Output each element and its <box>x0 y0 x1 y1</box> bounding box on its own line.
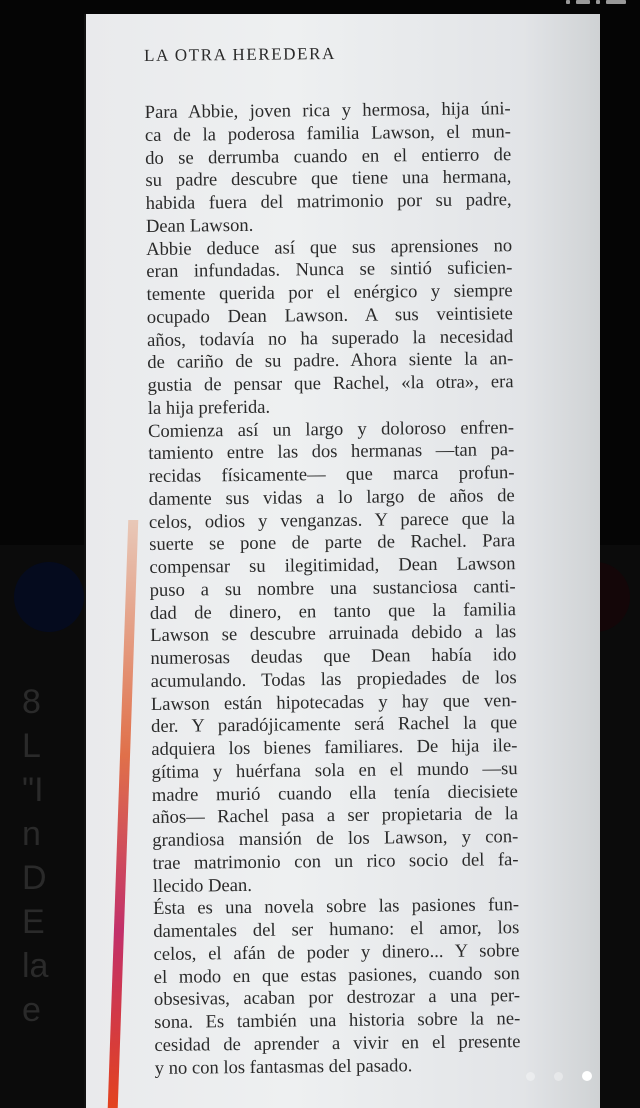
signal-icon <box>566 0 570 4</box>
text-line: Abbie deduce así que sus aprensiones no <box>146 234 513 260</box>
text-line: ocupado Dean Lawson. A sus veintisiete <box>146 302 513 328</box>
background-fragment: 8 <box>22 683 41 721</box>
battery-icon <box>606 0 626 4</box>
text-line: eran infundadas. Nunca se sintió suficien- <box>146 257 513 283</box>
background-fragment: D <box>22 859 47 897</box>
text-line: suerte se pone de parte de Rachel. Para <box>149 530 516 556</box>
text-line: años— Rachel pasa a ser propietaria de la <box>151 803 519 829</box>
background-fragment: "I <box>22 771 44 809</box>
text-line: trae matrimonio con un rico socio del fa- <box>152 848 519 874</box>
image-pager <box>526 1071 592 1081</box>
background-fragment: la <box>22 947 49 985</box>
text-line: ca de la poderosa familia Lawson, el mun- <box>144 120 512 146</box>
text-line: llecido Dean. <box>152 874 253 897</box>
text-line: años, todavía no ha superado la necesidad <box>146 325 514 351</box>
text-line: damente sus vidas a lo largo de años de <box>148 484 515 510</box>
background-fragment: E <box>22 903 45 941</box>
text-line: gítima y huérfana sola en el mundo —su <box>151 757 518 783</box>
network-icon <box>576 0 590 4</box>
wifi-icon <box>596 0 600 4</box>
background-button-left <box>14 562 84 632</box>
text-line: temente querida por el enérgico y siempre <box>146 280 513 305</box>
background-fragment: e <box>22 991 41 1029</box>
text-line: y no con los fantasmas del pasado. <box>154 1054 413 1079</box>
text-line: habida fuera del matrimonio por su padre, <box>145 189 512 214</box>
text-line: la hija preferida. <box>147 396 271 419</box>
text-line: obsesivas, acaban por destrozar a una per- <box>153 985 521 1011</box>
text-line: damentales del ser humano: el amor, los <box>153 917 520 942</box>
text-line: celos, odios y venganzas. Y parece que la <box>148 507 516 533</box>
text-line: Lawson se descubre arruinada debido a las <box>150 621 517 647</box>
text-line: madre murió cuando ella tenía diecisiete <box>151 780 518 806</box>
text-line: Comienza así un largo y doloroso enfren- <box>147 416 515 442</box>
text-line: de cariño de su padre. Ahora siente la an- <box>147 348 514 374</box>
text-line: celos, el afán de poder y dinero... Y sobre <box>153 939 520 965</box>
text-line: el modo en que estas pasiones, cuando son <box>153 962 520 988</box>
book-title: LA OTRA HEREDERA <box>144 43 337 65</box>
text-line: adquiera los bienes familiares. De hija ile- <box>151 735 518 760</box>
text-line: puso a su nombre una sustanciosa canti- <box>149 575 516 601</box>
text-line: der. Y paradójicamente será Rachel la que <box>151 712 518 738</box>
text-line: do se derrumba cuando en el entierro de <box>145 143 512 169</box>
text-line: Dean Lawson. <box>145 214 254 237</box>
text-line: Para Abbie, joven rica y hermosa, hija úni- <box>144 98 511 123</box>
text-line: dad de dinero, en tanto que la familia <box>149 598 517 624</box>
text-line: Lawson están hipotecadas y hay que ven- <box>150 689 517 715</box>
text-line: su padre descubre que tiene una hermana, <box>145 166 512 192</box>
pager-dot[interactable] <box>526 1072 535 1081</box>
text-line: tamiento entre las dos hermanas —tan pa- <box>148 439 515 465</box>
pager-dot[interactable] <box>554 1072 563 1081</box>
text-line: acumulando. Todas las propiedades de los <box>150 666 517 692</box>
text-line: compensar su ilegitimidad, Dean Lawson <box>149 553 516 578</box>
text-line: sona. Es también una historia sobre la ne- <box>154 1008 521 1033</box>
background-fragment: n <box>22 815 41 853</box>
pager-dot[interactable] <box>582 1071 592 1081</box>
text-line: numerosas deudas que Dean había ido <box>150 644 517 669</box>
text-line: gustia de pensar que Rachel, «la otra», era <box>147 371 514 396</box>
text-line: cesidad de aprender a vivir en el presente <box>154 1030 521 1056</box>
status-bar-icons <box>566 0 626 8</box>
text-line: recidas físicamente— que marca profun- <box>148 462 515 487</box>
book-flap-text <box>144 42 521 1080</box>
text-line: Ésta es una novela sobre las pasiones fun- <box>152 894 520 920</box>
synopsis <box>145 98 521 1080</box>
text-line: grandiosa mansión de los Lawson, y con- <box>152 826 519 851</box>
background-fragment: L <box>22 727 41 765</box>
background-text-fragments <box>22 680 48 1032</box>
